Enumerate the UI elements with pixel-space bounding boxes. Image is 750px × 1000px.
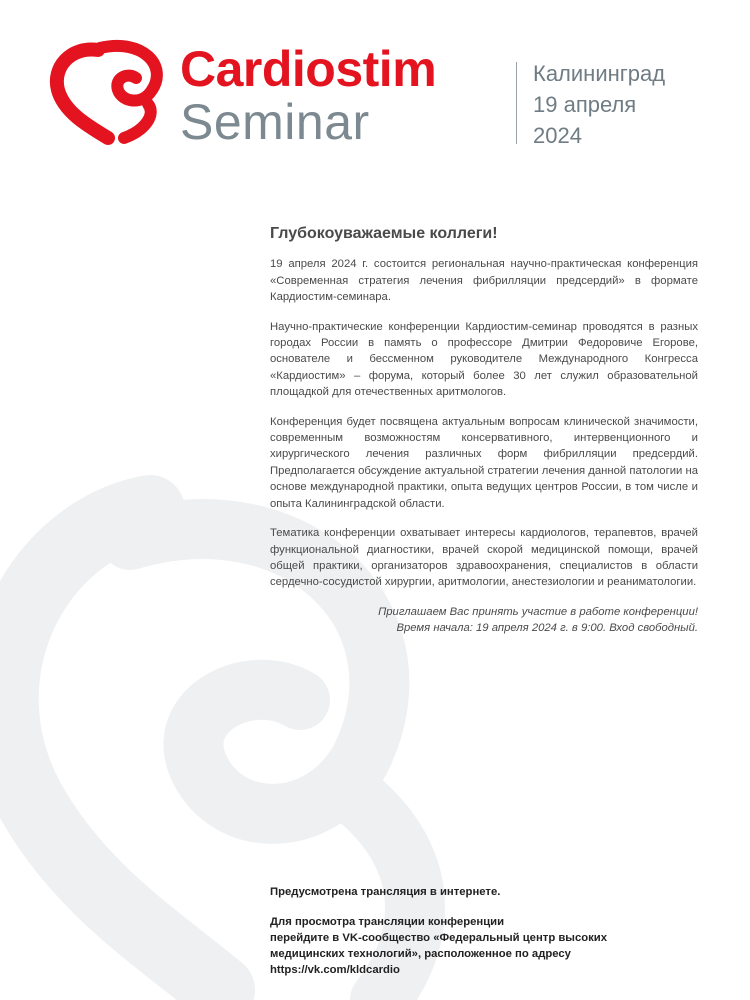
brand-wordmark [180, 41, 437, 150]
letter-paragraph: 19 апреля 2024 г. состоится региональная научно-практическая конференция «Современная стратегия лечения фибрилляции предсердий» в формате Кардиостим-семинара. [270, 258, 698, 304]
header-divider [516, 62, 517, 144]
event-year: 2024 [533, 123, 582, 148]
vk-link[interactable]: https://vk.com/kldcardio [270, 964, 400, 976]
invitation-line: Приглашаем Вас принять участие в работе конференции! [378, 605, 698, 618]
event-city: Калининград [533, 61, 666, 86]
event-info [533, 58, 665, 151]
letter-paragraph: Научно-практические конференции Кардиостим-семинар проводятся в разных городах России в память о профессоре Дмитрии Федоровиче Егорове, основателе и бессменном руководителе Международного Конгресса «Кардиостим» – форума, который более 30 лет служил образовательной площадкой для отечественных аритмологов. [270, 320, 698, 399]
broadcast-info [270, 884, 710, 978]
broadcast-instructions: Для просмотра трансляции конференции [270, 916, 505, 928]
brand-name-cardiostim: Cardiostim [180, 41, 437, 97]
start-time-line: Время начала: 19 апреля 2024 г. в 9:00. Вход свободный. [396, 622, 698, 635]
event-date: 19 апреля [533, 92, 637, 117]
broadcast-notice: Предусмотрена трансляция в интернете. [270, 886, 501, 898]
letter-greeting: Глубокоуважаемые коллеги! [270, 225, 498, 242]
invitation [270, 604, 698, 637]
broadcast-instructions: перейдите в VK-сообщество «Федеральный центр высоких [270, 932, 608, 944]
letter-paragraph: Тематика конференции охватывает интересы кардиологов, терапевтов, врачей функциональной диагностики, врачей скорой медицинской помощи, врачей общей практики, организаторов здравоохранения, специалистов в области сердечно-сосудистой хирургии, аритмологии, анестезиологии и реаниматологии. [270, 527, 698, 589]
broadcast-instructions: медицинских технологий», расположенное по адресу [270, 948, 571, 960]
heart-s-logo-icon [48, 38, 166, 148]
letter-paragraph: Конференция будет посвящена актуальным вопросам клинической значимости, современным возможностям консервативного, интервенционного и хирургического лечения различных форм фибрилляции предсердий. Предполагается обсуждение актуальной стратегии лечения данной патологии на основе международной практики, опыта ведущих центров России, в том числе и опыта Калининградской области. [270, 415, 698, 510]
letter-body [270, 226, 698, 637]
brand-name-seminar: Seminar [180, 94, 370, 150]
